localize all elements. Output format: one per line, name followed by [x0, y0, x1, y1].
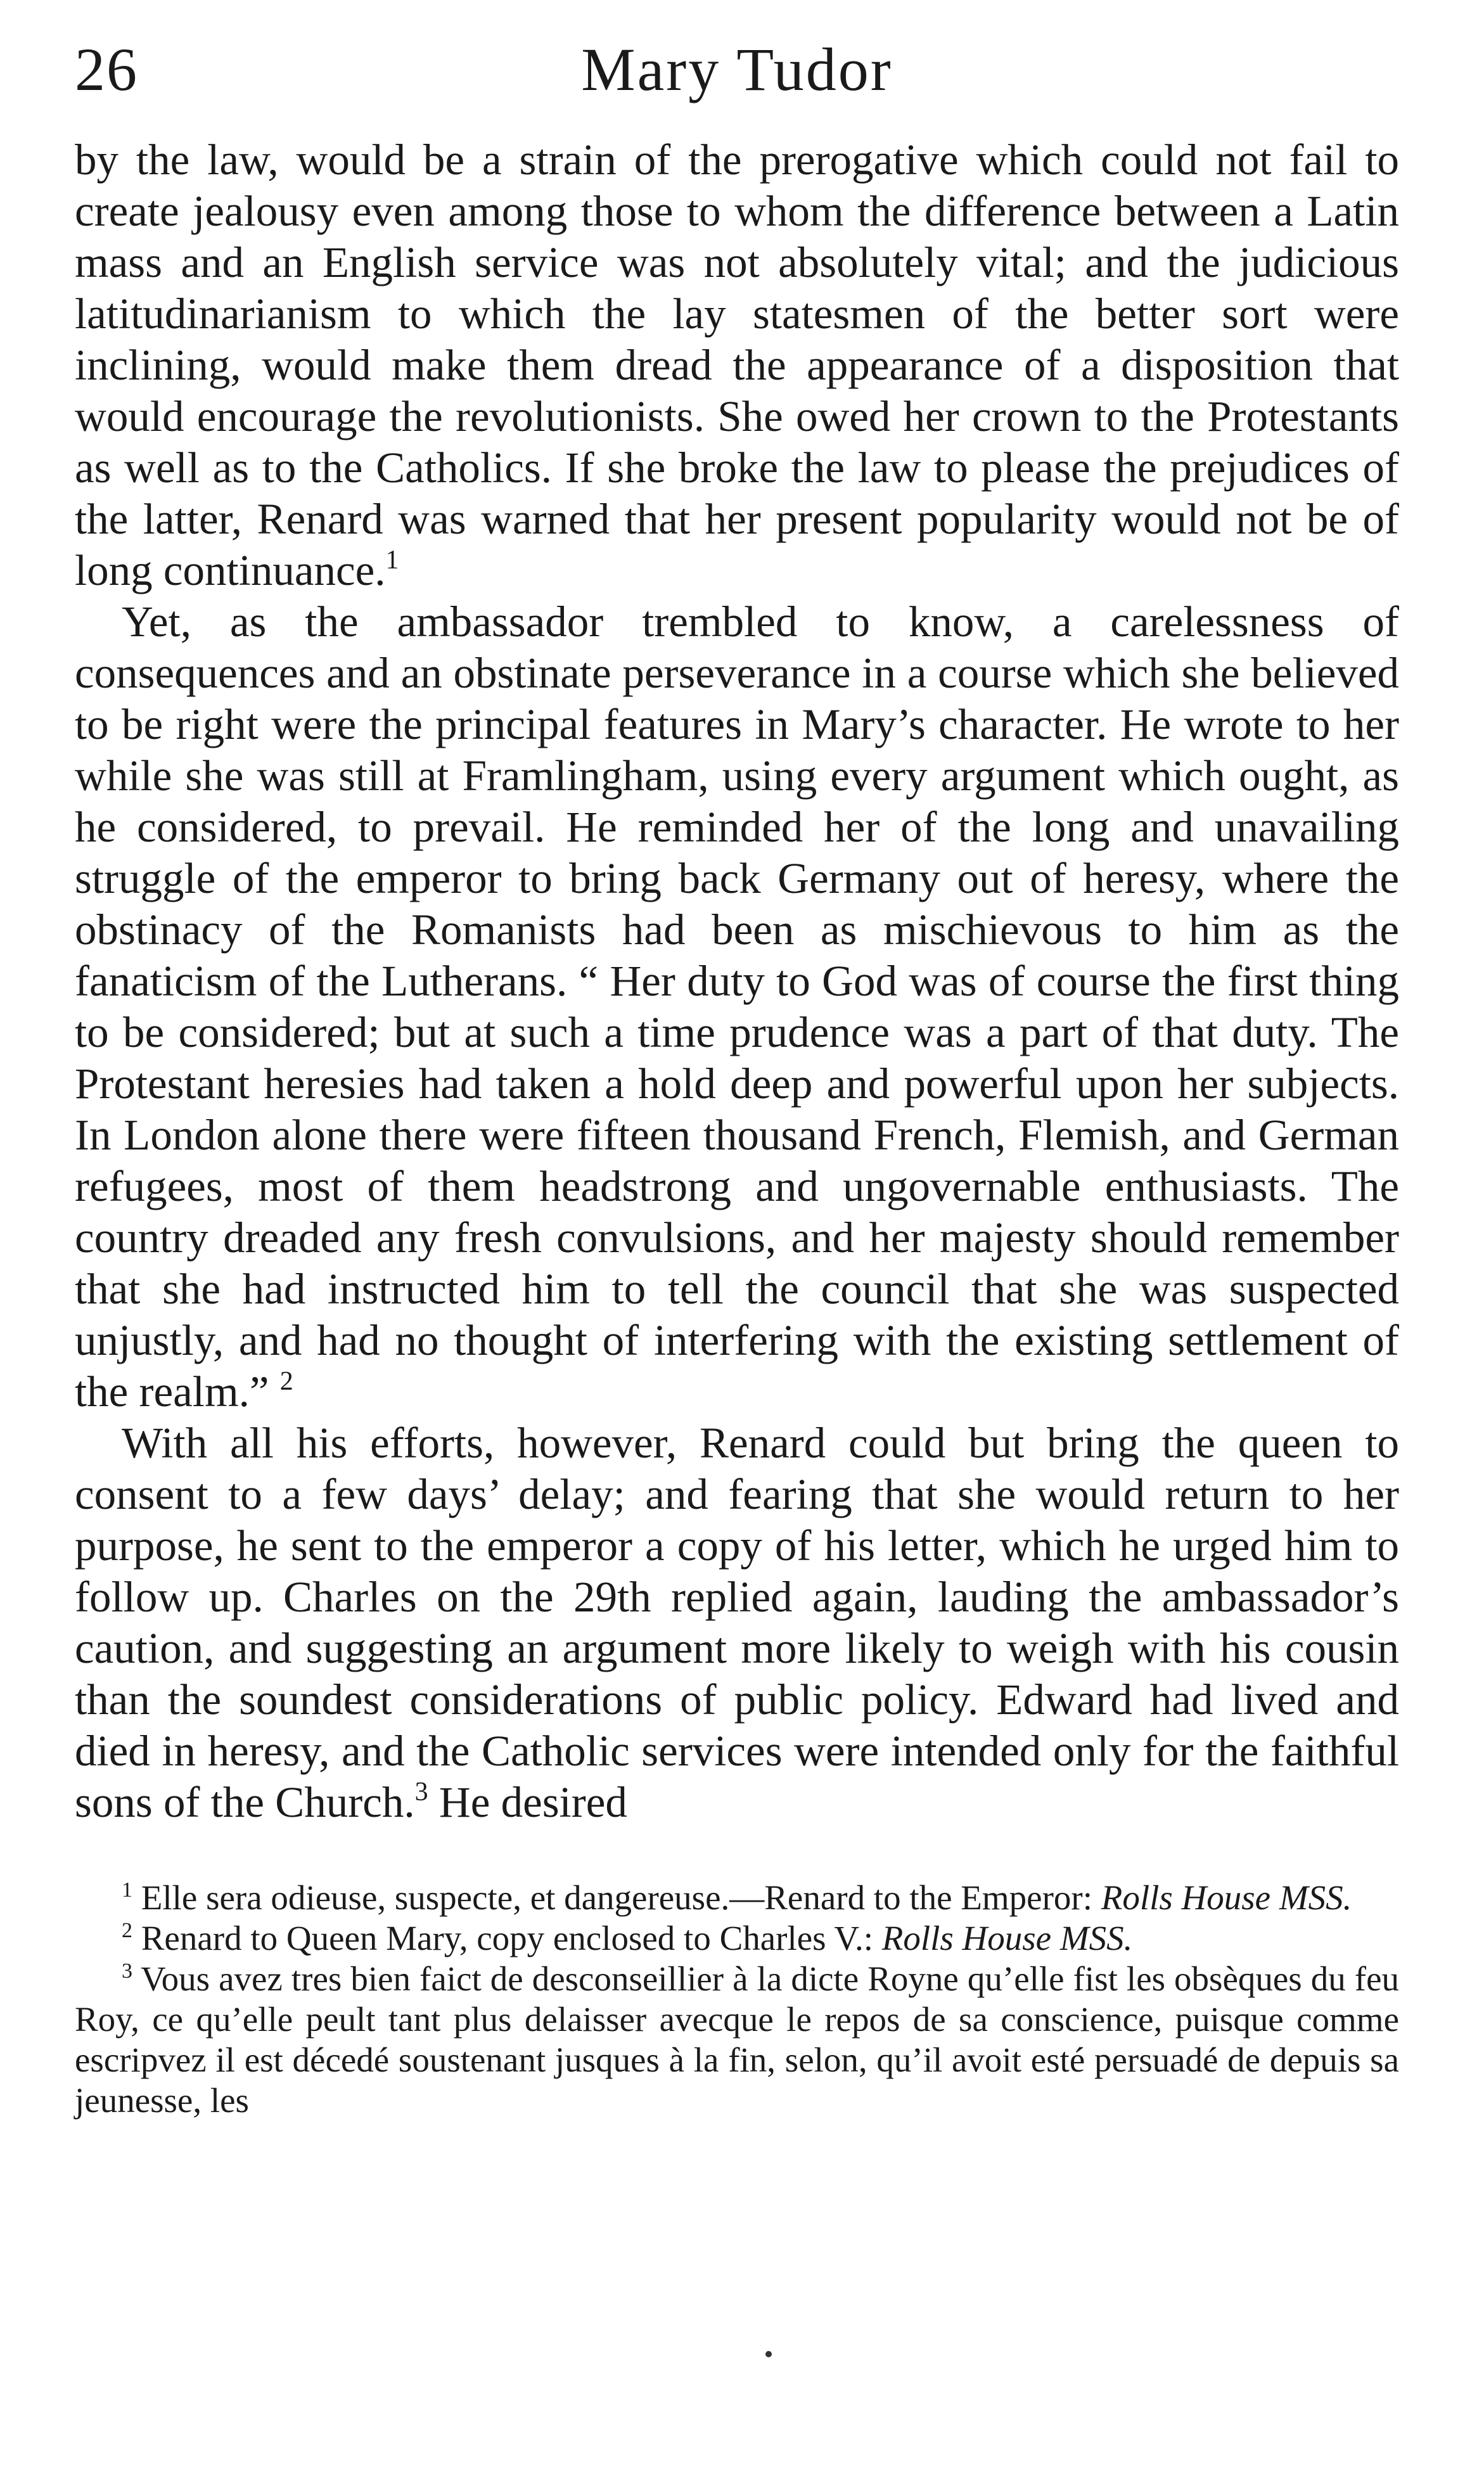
paragraph-2 — [75, 596, 1399, 1418]
footnote-reference: 2 — [279, 1367, 293, 1396]
footnote-mark: 1 — [122, 1878, 132, 1902]
footnote-text: Elle sera odieuse, suspecte, et dangereuse.—Renard to the Emperor: — [141, 1878, 1092, 1917]
page-number: 26 — [75, 35, 138, 103]
footnote-reference: 3 — [414, 1777, 428, 1807]
footnote-text: Renard to Queen Mary, copy enclosed to Charles V.: — [141, 1919, 873, 1957]
printer-mark-dot — [765, 2351, 772, 2357]
paragraph-text-continued: He desired — [438, 1778, 627, 1826]
footnote-mark: 3 — [122, 1959, 132, 1983]
running-head: Mary Tudor — [581, 35, 893, 103]
paragraph-3 — [75, 1418, 1399, 1828]
page — [75, 25, 1399, 2121]
paragraph-text: by the law, would be a strain of the prerogative which could not fail to create jealousy even among those to whom the difference between a Latin mass and an English service was not absolutely vital; and the judicious latitudinarianism to which the lay statesmen of the better sort were inclining, would make them dread the appearance of a disposition that would encourage the revolutionists. She owed her crown to the Protestants as well as to the Catholics. If she broke the law to please the prejudices of the latter, Renard was warned that her present popularity would not be of long continuance. — [75, 136, 1399, 594]
body-text — [75, 134, 1399, 1828]
footnote-2 — [75, 1918, 1399, 1959]
footnotes — [75, 1878, 1399, 2121]
paragraph-1 — [75, 134, 1399, 596]
page-header — [75, 25, 1399, 120]
paragraph-text: With all his efforts, however, Renard could but bring the queen to consent to a few days’ delay; and fearing that she would return to her purpose, he sent to the emperor a copy of his letter, which he urged him to follow up. Charles on the 29th replied again, lauding the ambassador’s caution, and suggesting an argument more likely to weigh with his cousin than the soundest considerations of public policy. Edward had lived and died in heresy, and the Catholic services were intended only for the faithful sons of the Church. — [75, 1419, 1399, 1826]
paragraph-text: Yet, as the ambassador trembled to know, a carelessness of consequences and an obstinate perseverance in a course which she believed to be right were the principal features in Mary’s character. He wrote to her while she was still at Framlingham, using every argument which ought, as he considered, to prevail. He reminded her of the long and unavailing struggle of the emperor to bring back Germany out of heresy, where the obstinacy of the Romanists had been as mischievous to him as the fanaticism of the Lutherans. “ Her duty to God was of course the first thing to be considered; but at such a time prudence was a part of that duty. The Protestant heresies had taken a hold deep and powerful upon her subjects. In London alone there were fifteen thousand French, Flemish, and German refugees, most of them headstrong and ungovernable enthusiasts. The country dreaded any fresh convulsions, and her majesty should remember that she had instructed him to tell the council that she was suspected unjustly, and had no thought of interfering with the existing settlement of the realm.” — [75, 598, 1399, 1416]
footnote-3 — [75, 1959, 1399, 2121]
footnote-source: Rolls House MSS. — [881, 1919, 1133, 1957]
footnote-1 — [75, 1878, 1399, 1918]
footnote-text: Vous avez tres bien faict de desconseillier à la dicte Royne qu’elle fist les obsèques du feu Roy, ce qu’elle peult tant plus delaisser avecque le repos de sa conscience, puisque comme escripvez il est décedé soustenant jusques à la fin, selon, qu’il avoit esté persuadé de depuis sa jeunesse, les — [75, 1959, 1399, 2120]
footnote-source: Rolls House MSS. — [1101, 1878, 1352, 1917]
footnote-mark: 2 — [122, 1919, 132, 1942]
footnote-reference: 1 — [385, 546, 399, 575]
